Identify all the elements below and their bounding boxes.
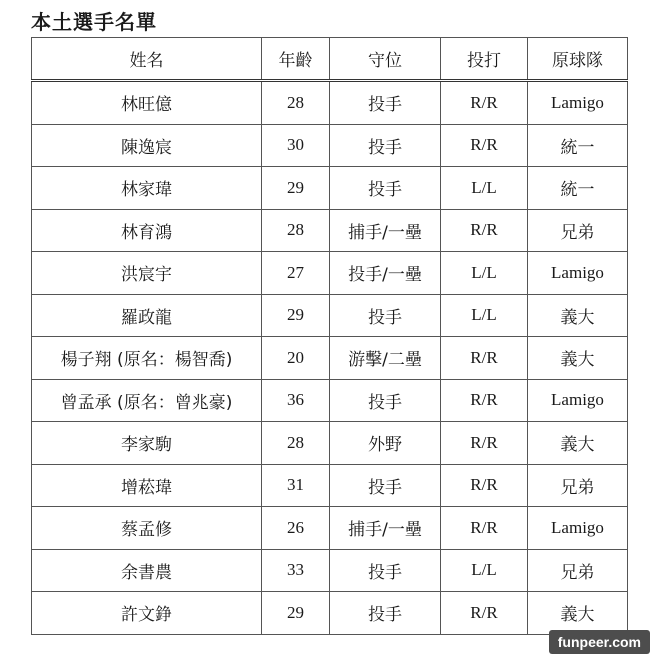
cell-age: 36 — [262, 379, 330, 422]
table-row — [32, 337, 628, 380]
cell-name: 余書農 — [32, 549, 262, 592]
cell-name: 羅政龍 — [32, 294, 262, 337]
cell-name: 蔡孟修 — [32, 507, 262, 550]
cell-former-team: Lamigo — [528, 379, 628, 422]
cell-bats-throws: R/R — [441, 592, 528, 635]
roster-table — [31, 37, 628, 635]
cell-former-team: 兄弟 — [528, 209, 628, 252]
table-row — [32, 294, 628, 337]
table-row — [32, 592, 628, 635]
cell-age: 28 — [262, 209, 330, 252]
cell-name: 增菘瑋 — [32, 464, 262, 507]
cell-position: 投手 — [330, 379, 441, 422]
table-row — [32, 209, 628, 252]
cell-bats-throws: L/L — [441, 252, 528, 295]
cell-bats-throws: L/L — [441, 167, 528, 210]
cell-name: 林家瑋 — [32, 167, 262, 210]
cell-former-team: Lamigo — [528, 81, 628, 125]
cell-former-team: 統一 — [528, 167, 628, 210]
table-row — [32, 252, 628, 295]
cell-former-team: 義大 — [528, 337, 628, 380]
cell-position: 捕手/一壘 — [330, 209, 441, 252]
cell-position: 投手 — [330, 549, 441, 592]
column-header-former-team: 原球隊 — [528, 38, 628, 81]
table-row — [32, 379, 628, 422]
column-header-name: 姓名 — [32, 38, 262, 81]
cell-bats-throws: R/R — [441, 379, 528, 422]
cell-bats-throws: R/R — [441, 507, 528, 550]
cell-name: 林旺億 — [32, 81, 262, 125]
cell-position: 捕手/一壘 — [330, 507, 441, 550]
cell-name: 曾孟承 (原名：曾兆豪) — [32, 379, 262, 422]
cell-former-team: Lamigo — [528, 252, 628, 295]
cell-age: 29 — [262, 167, 330, 210]
cell-position: 投手 — [330, 464, 441, 507]
table-row — [32, 549, 628, 592]
table-row — [32, 167, 628, 210]
cell-age: 30 — [262, 124, 330, 167]
cell-bats-throws: R/R — [441, 464, 528, 507]
cell-position: 投手 — [330, 167, 441, 210]
column-header-age: 年齡 — [262, 38, 330, 81]
cell-name: 陳逸宸 — [32, 124, 262, 167]
cell-name: 林育鴻 — [32, 209, 262, 252]
cell-age: 26 — [262, 507, 330, 550]
cell-bats-throws: R/R — [441, 422, 528, 465]
cell-former-team: Lamigo — [528, 507, 628, 550]
cell-position: 游擊/二壘 — [330, 337, 441, 380]
cell-name: 李家駒 — [32, 422, 262, 465]
cell-bats-throws: R/R — [441, 81, 528, 125]
cell-age: 27 — [262, 252, 330, 295]
cell-age: 28 — [262, 81, 330, 125]
table-row — [32, 422, 628, 465]
column-header-bats-throws: 投打 — [441, 38, 528, 81]
watermark: funpeer.com — [549, 630, 650, 654]
roster-body — [32, 81, 628, 635]
table-row — [32, 464, 628, 507]
cell-age: 29 — [262, 294, 330, 337]
cell-bats-throws: L/L — [441, 294, 528, 337]
cell-age: 29 — [262, 592, 330, 635]
cell-position: 外野 — [330, 422, 441, 465]
page-title: 本土選手名單 — [31, 10, 157, 34]
cell-name: 洪宸宇 — [32, 252, 262, 295]
cell-position: 投手 — [330, 592, 441, 635]
cell-position: 投手 — [330, 294, 441, 337]
table-row — [32, 124, 628, 167]
cell-name: 許文錚 — [32, 592, 262, 635]
cell-former-team: 義大 — [528, 592, 628, 635]
cell-bats-throws: R/R — [441, 337, 528, 380]
cell-age: 33 — [262, 549, 330, 592]
cell-age: 28 — [262, 422, 330, 465]
cell-former-team: 義大 — [528, 422, 628, 465]
column-header-position: 守位 — [330, 38, 441, 81]
cell-former-team: 義大 — [528, 294, 628, 337]
cell-age: 31 — [262, 464, 330, 507]
table-header-row — [32, 38, 628, 81]
cell-position: 投手 — [330, 124, 441, 167]
cell-former-team: 兄弟 — [528, 464, 628, 507]
cell-name: 楊子翔 (原名：楊智喬) — [32, 337, 262, 380]
cell-former-team: 兄弟 — [528, 549, 628, 592]
table-row — [32, 81, 628, 125]
cell-position: 投手 — [330, 81, 441, 125]
cell-bats-throws: L/L — [441, 549, 528, 592]
cell-age: 20 — [262, 337, 330, 380]
table-row — [32, 507, 628, 550]
cell-bats-throws: R/R — [441, 209, 528, 252]
cell-bats-throws: R/R — [441, 124, 528, 167]
cell-position: 投手/一壘 — [330, 252, 441, 295]
cell-former-team: 統一 — [528, 124, 628, 167]
